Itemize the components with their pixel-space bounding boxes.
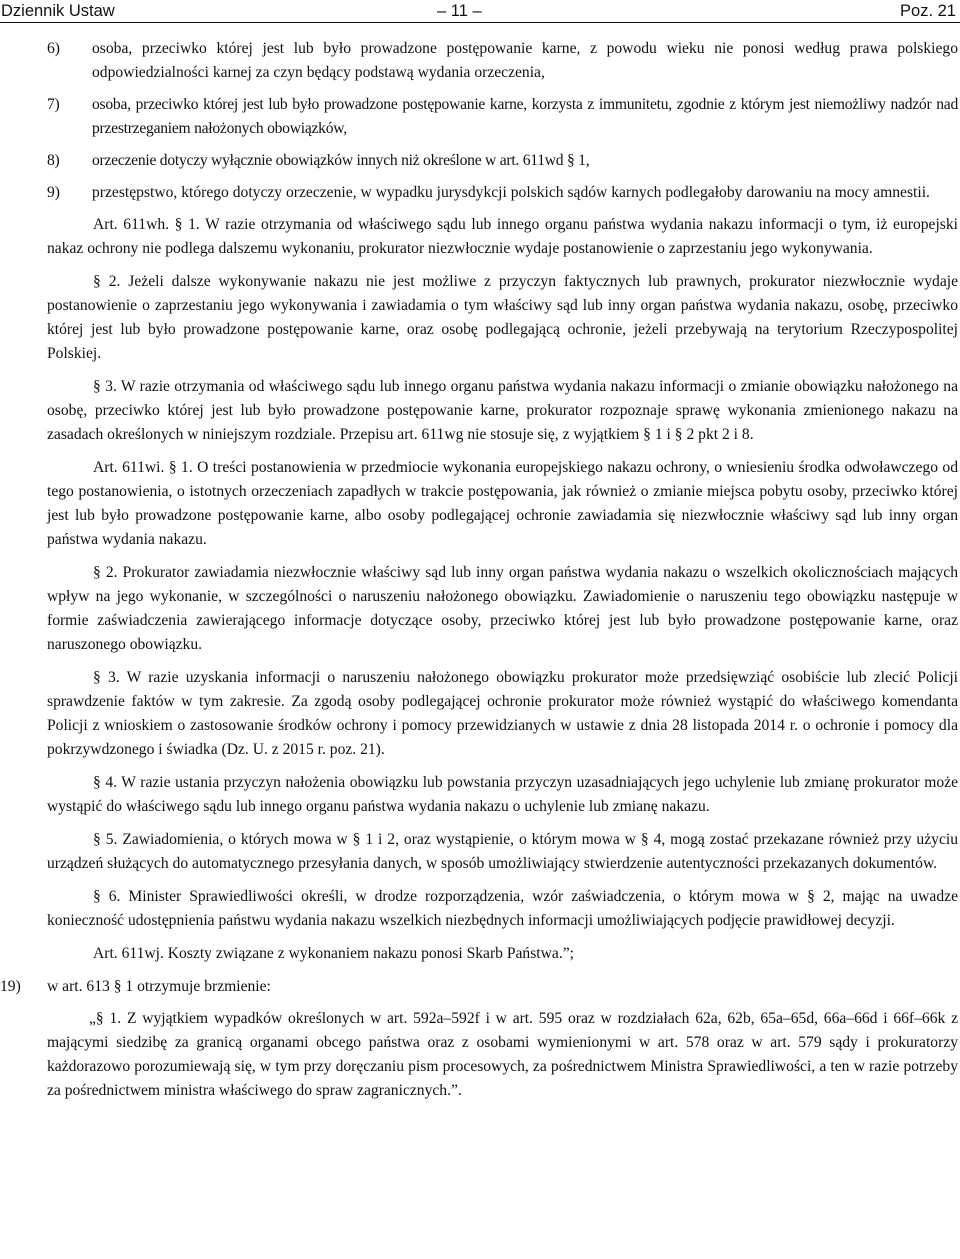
list-item-text: przestępstwo, którego dotyczy orzeczenie, w wypadku jurysdykcji polskich sądów karnych podlegałoby darowaniu na mocy amnestii. [92,184,930,201]
article-paragraph: § 3. W razie otrzymania od właściwego sądu lub innego organu państwa wydania nakazu informacji o zmianie obowiązku nałożonego na osobę, przeciwko której jest lub było prowadzone postępowanie karne, prokurator rozpoznaje sprawę wykonania zmienionego nakazu na zasadach określonych w niniejszym rozdziale. Przepisu art. 611wg nie stosuje się, z wyjątkiem § 1 i § 2 pkt 2 i 8. [47,378,958,443]
header-rule [0,22,960,23]
article-paragraph: § 2. Prokurator zawiadamia niezwłocznie właściwy sąd lub inny organ państwa wydania nakazu o wszelkich okolicznościach mających wpływ na jego wykonanie, w szczególności o naruszeniu nałożonego obowiązku. Zawiadomienie o naruszeniu tego obowiązku następuje w formie zaświadczenia zawierającego informacje dotyczące osoby, przeciwko której jest lub było prowadzone postępowanie karne, oraz naruszonego obowiązku. [47,564,958,653]
article-paragraph: § 2. Jeżeli dalsze wykonywanie nakazu nie jest możliwe z przyczyn faktycznych lub prawnych, prokurator niezwłocznie wydaje postanowienie o zaprzestaniu jego wykonywania i zawiadamia o tym właściwy sąd lub inny organ państwa wydania nakazu, osobę, przeciwko której jest lub było prowadzone postępowanie karne, oraz osobę podlegającą ochronie, jeżeli przebywają na terytorium Rzeczypospolitej Polskiej. [47,273,958,362]
list-item [0,149,958,173]
list-item-text: osoba, przeciwko której jest lub było prowadzone postępowanie karne, z powodu wieku nie ponosi według prawa polskiego odpowiedzialności karnej za czyn będący podstawą wydania orzeczenia, [92,40,958,81]
journal-title: Dziennik Ustaw [1,2,115,20]
quoted-provision: „§ 1. Z wyjątkiem wypadków określonych w art. 592a–592f i w art. 595 oraz w rozdziałach 62a, 62b, 65a–65d, 66a–66d i 66f–66k z mającymi siedzibę za granicą organami obcego państwa oraz z osobami wymienionymi w art. 578 oraz w art. 579 sądy i prokuratorzy każdorazowo porozumiewają się, w tym przy doręczaniu pism procesowych, za pośrednictwem Ministra Sprawiedliwości, a ten w razie potrzeby za pośrednictwem ministra właściwego do spraw zagranicznych.”. [47,1010,958,1099]
article-paragraph: § 6. Minister Sprawiedliwości określi, w drodze rozporządzenia, wzór zaświadczenia, o którym mowa w § 2, mając na uwadze konieczność udostępnienia państwu wydania nakazu wszelkich niezbędnych informacji umożliwiających podjęcie prawidłowej decyzji. [47,888,958,929]
page-header [0,0,960,22]
article-paragraph: Art. 611wi. § 1. O treści postanowienia w przedmiocie wykonania europejskiego nakazu ochrony, o wniesieniu środka odwoławczego od tego postanowienia, o istotnych orzeczeniach zapadłych w trakcie postępowania, jak również o zmianie miejsca pobytu osoby, przeciwko której jest lub było prowadzone postępowanie karne, albo osoby podlegającej ochronie zawiadamia się niezwłocznie właściwy sąd lub inny organ państwa wydania nakazu. [47,459,958,548]
position-number: Poz. 21 [900,2,956,20]
article-paragraph: § 3. W razie uzyskania informacji o naruszeniu nałożonego obowiązku prokurator może przedsięwziąć osobiście lub zlecić Policji sprawdzenie faktów w tym zakresie. Za zgodą osoby podlegającej ochronie prokurator może również wystąpić do właściwego komendanta Policji z wnioskiem o zastosowanie środków ochrony i pomocy przewidzianych w ustawie z dnia 28 listopada 2014 r. o ochronie i pomocy dla pokrzywdzonego i świadka (Dz. U. z 2015 r. poz. 21). [47,669,958,758]
list-item-number: 8) [47,152,60,169]
list-item-text: osoba, przeciwko której jest lub było prowadzone postępowanie karne, korzysta z immunitetu, zgodnie z którym jest niemożliwy nadzór nad przestrzeganiem nałożonych obowiązków, [92,96,958,137]
article-paragraph: Art. 611wh. § 1. W razie otrzymania od właściwego sądu lub innego organu państwa wydania nakazu informacji o tym, iż europejski nakaz ochrony nie podlega dalszemu wykonaniu, prokurator niezwłocznie wydaje postanowienie o zaprzestaniu jego wykonywania. [47,216,958,257]
list-item [0,93,958,141]
amendment-item-text: w art. 613 § 1 otrzymuje brzmienie: [47,978,271,995]
page-number: – 11 – [437,2,482,20]
document-body [0,37,958,1103]
list-item-number: 6) [47,40,60,57]
list-item-number: 7) [47,96,60,113]
list-item [0,181,958,205]
article-paragraph: § 4. W razie ustania przyczyn nałożenia obowiązku lub powstania przyczyn uzasadniających jego uchylenie lub zmianę prokurator może wystąpić do właściwego sądu lub innego organu państwa wydania nakazu o uchylenie lub zmianę nakazu. [47,774,958,815]
article-paragraph: § 5. Zawiadomienia, o których mowa w § 1 i 2, oraz wystąpienie, o którym mowa w § 4, mogą zostać przekazane również przy użyciu urządzeń służących do automatycznego przesyłania danych, w sposób umożliwiający stwierdzenie autentyczności przekazanych dokumentów. [47,831,958,872]
list-item-number: 9) [47,184,60,201]
article-paragraph: Art. 611wj. Koszty związane z wykonaniem nakazu ponosi Skarb Państwa.”; [93,945,574,962]
amendment-item-number: 19) [0,978,21,995]
list-item-text: orzeczenie dotyczy wyłącznie obowiązków innych niż określone w art. 611wd § 1, [92,152,590,169]
list-item [0,37,958,85]
amendment-item [0,975,958,999]
